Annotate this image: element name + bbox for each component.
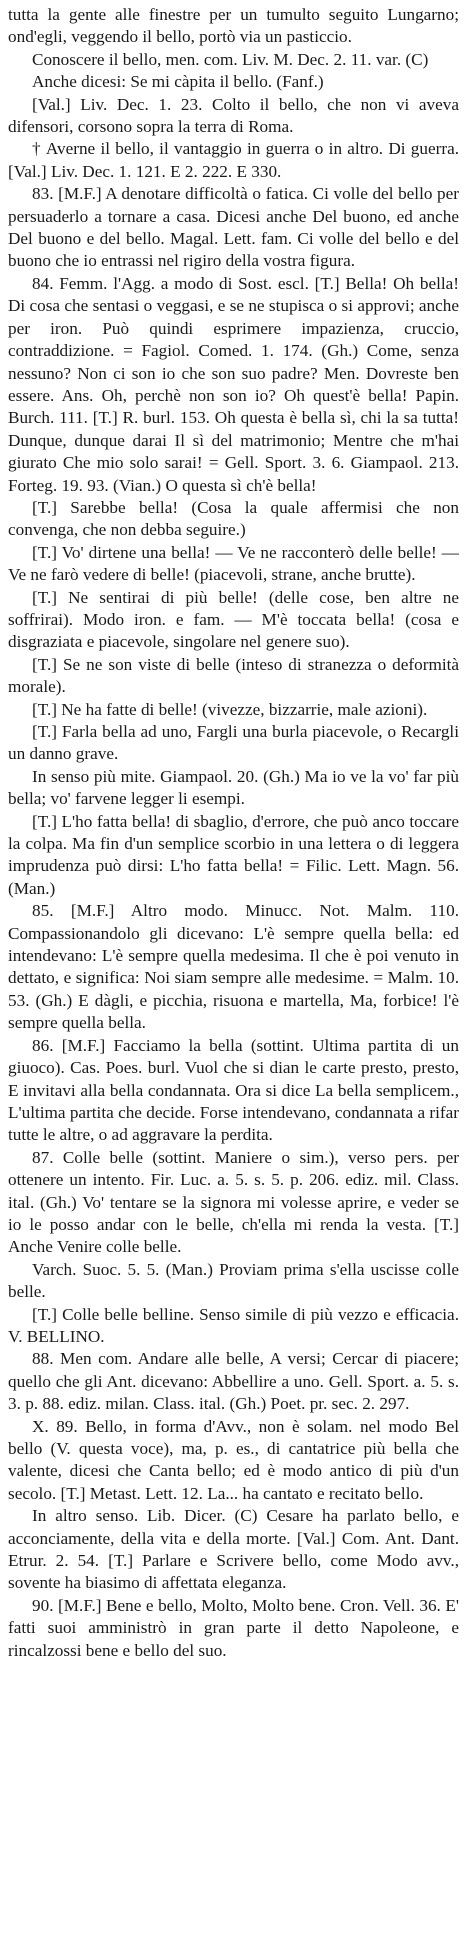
entry-text-column: [8, 4, 459, 1662]
paragraph: 83. [M.F.] A denotare difficoltà o fatica. Ci volle del bello per persuaderlo a tornare a casa. Dicesi anche Del buono, ed anche Del buono e del bello. Magal. Lett. fam. Ci volle del bello e del buono che io entrassi nel rigiro della vostra figura.: [8, 184, 459, 271]
paragraph: 88. Men com. Andare alle belle, A versi; Cercar di piacere; quello che gli Ant. dicevano: Abbellire a uno. Gell. Sport. a. 5. s. 3. p. 88. ediz. milan. Class. ital. (Gh.) Poet. pr. sec. 2. 297.: [8, 1349, 459, 1414]
paragraph: † Averne il bello, il vantaggio in guerra o in altro. Di guerra. [Val.] Liv. Dec. 1. 121. E 2. 222. E 330.: [8, 139, 459, 181]
paragraph: Conoscere il bello, men. com. Liv. M. Dec. 2. 11. var. (C): [32, 49, 429, 69]
paragraph: [T.] Sarebbe bella! (Cosa la quale affermisi che non convenga, che non debba seguire.): [8, 497, 459, 540]
paragraph: [T.] L'ho fatta bella! di sbaglio, d'errore, che può anco toccare la colpa. Ma fin d'un semplice scorbio in una lettera o di leggera imprudenza può dirsi: L'ho fatta bella! = Filic. Lett. Magn. 56. (Man.): [8, 811, 459, 898]
paragraph: X. 89. Bello, in forma d'Avv., non è solam. nel modo Bel bello (V. questa voce), ma, p. es., di cantatrice più bella che valente, dicesi che Canta bello; ed è modo antico di più d'un secolo. [T.] Metast. Lett. 12. La... ha cantato e recitato bello.: [8, 1416, 459, 1503]
paragraph: tutta la gente alle finestre per un tumulto seguito Lungarno; ond'egli, veggendo il bello, portò via un pasticcio.: [8, 5, 459, 47]
paragraph: 87. Colle belle (sottint. Maniere o sim.), verso pers. per ottenere un intento. Fir. Luc. a. 5. s. 5. p. 206. ediz. mil. Class. ital. (Gh.) Vo' tentare se la signora mi volesse aprire, e veder se io le posso andar con le belle, ch'ella mi renda la vesta. [T.] Anche Venire colle belle.: [8, 1147, 459, 1257]
paragraph: Varch. Suoc. 5. 5. (Man.) Proviam prima s'ella uscisse colle belle.: [8, 1259, 459, 1302]
paragraph: [T.] Colle belle belline. Senso simile di più vezzo e efficacia. V. BELLINO.: [8, 1304, 459, 1346]
paragraph: In altro senso. Lib. Dicer. (C) Cesare ha parlato bello, e acconciamente, della vita e della morte. [Val.] Com. Ant. Dant. Etrur. 2. 54. [T.] Parlare e Scrivere bello, come Modo avv., sovente ha biasimo di affettata eleganza.: [8, 1506, 459, 1593]
paragraph: [T.] Vo' dirtene una bella! — Ve ne racconterò delle belle! — Ve ne farò vedere di belle! (piacevoli, strane, anche brutte).: [8, 542, 459, 585]
paragraph: 86. [M.F.] Facciamo la bella (sottint. Ultima partita di un giuoco). Cas. Poes. burl. Vuol che si dian le carte presto, presto, E invitavi alla bella condannata. Ora si dice La bella semplicem., L'ultima partita che decide. Forse intendevano, condannata a rifar tutte le altre, o ad aggravare la perdita.: [8, 1035, 459, 1145]
paragraph: [T.] Farla bella ad uno, Fargli una burla piacevole, o Recargli un danno grave.: [8, 722, 459, 764]
paragraph: 85. [M.F.] Altro modo. Minucc. Not. Malm. 110. Compassionandolo gli dicevano: L'è sempre quella bella: ed intendevano: L'è sempre quella medesima. Il che è poi venuto in dettato, e significa: Noi siam sempre alle medesime. = Malm. 10. 53. (Gh.) E dàgli, e picchia, risuona e martella, Ma, forbice! l'è sempre quella bella.: [8, 901, 459, 1033]
paragraph: 90. [M.F.] Bene e bello, Molto, Molto bene. Cron. Vell. 36. E' fatti suoi amministrò in gran parte il detto Napoleone, e rincalzossi bene e bello del suo.: [8, 1595, 459, 1660]
paragraph: Anche dicesi: Se mi càpita il bello. (Fanf.): [32, 72, 324, 92]
paragraph: [T.] Se ne son viste di belle (inteso di stranezza o deformità morale).: [8, 654, 459, 697]
paragraph: In senso più mite. Giampaol. 20. (Gh.) Ma io ve la vo' far più bella; vo' farvene legger li esempi.: [8, 766, 459, 809]
paragraph: [T.] Ne sentirai di più belle! (delle cose, ben altre ne soffrirai). Modo iron. e fam. — M'è toccata bella! (cosa e disgraziata e piacevole, singolare nel genere suo).: [8, 587, 459, 652]
paragraph: [T.] Ne ha fatte di belle! (vivezze, bizzarrie, male azioni).: [32, 699, 428, 719]
paragraph: 84. Femm. l'Agg. a modo di Sost. escl. [T.] Bella! Oh bella! Di cosa che sentasi o veggasi, e se ne stupisca o si approvi; anche per iron. Può quindi esprimere impazienza, cruccio, contraddizione. = Fagiol. Comed. 1. 174. (Gh.) Come, senza nessuno? Non ci son io che son suo padre? Men. Dovreste ben essere. Ans. Oh, perchè non son io? Oh quest'è bella! Papin. Burch. 111. [T.] R. burl. 153. Oh questa è bella sì, chi la sa tutta! Dunque, dunque darai Il sì del matrimonio; Mentre che m'hai giurato Che mio solo sarai! = Gell. Sport. 3. 6. Giampaol. 213. Forteg. 19. 93. (Vian.) O questa sì ch'è bella!: [8, 273, 459, 495]
paragraph: [Val.] Liv. Dec. 1. 23. Colto il bello, che non vi aveva difensori, corsono sopra la terra di Roma.: [8, 94, 459, 137]
